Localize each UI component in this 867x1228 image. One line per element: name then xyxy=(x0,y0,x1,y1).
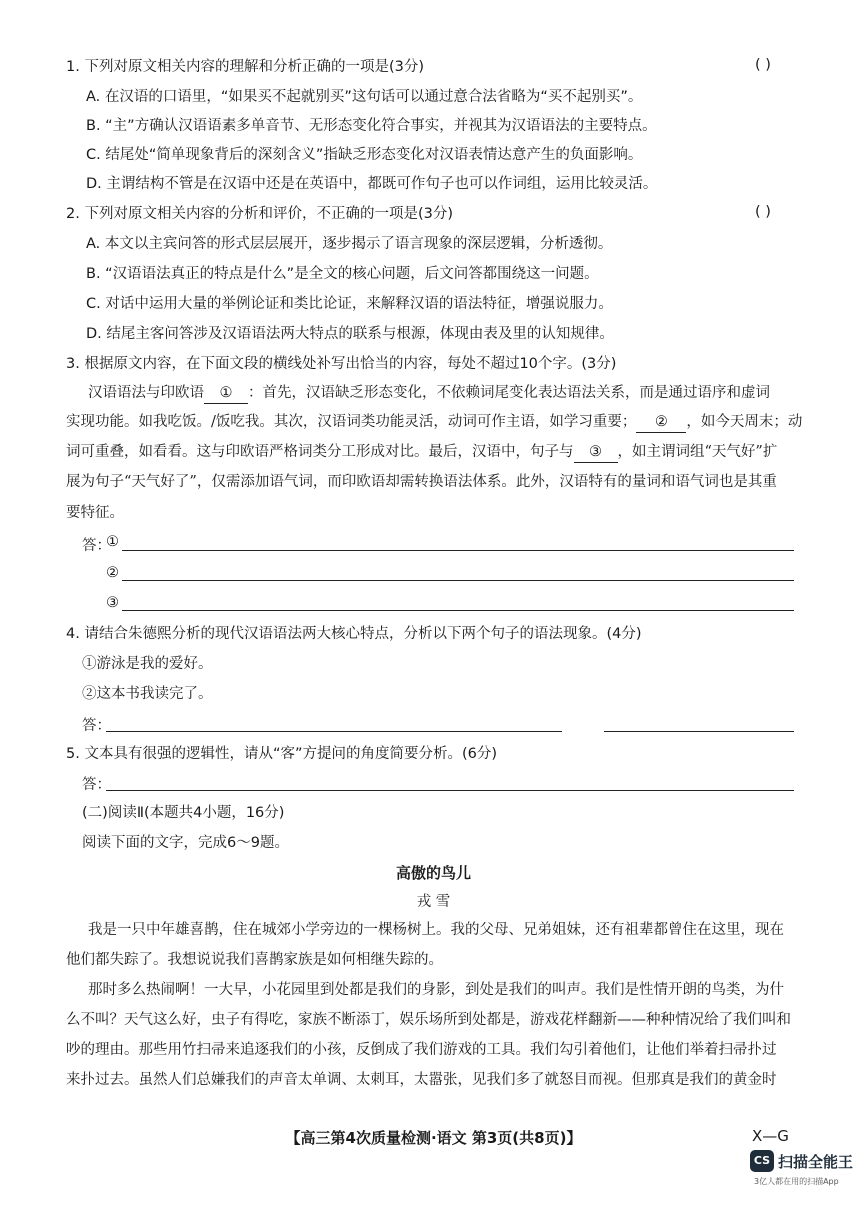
q3-answer-line-2[interactable] xyxy=(122,580,794,581)
passage-para2-line2: 么不叫？天气这么好，虫子有得吃，家族不断添丁，娱乐场所到处都是，游戏花样翻新——种种情况给了我们叫和 xyxy=(66,1012,791,1028)
page-footer: 【高三第4次质量检测·语文 第3页(共8页)】 xyxy=(285,1129,582,1147)
q1-answer-paren: ( ) xyxy=(755,57,771,73)
q3-passage-line-2: 实现功能。如我吃饭。/饭吃我。其次，汉语词类功能灵活，动词可作主语，如学习重要； ② ，如今天周末；动 xyxy=(66,412,802,433)
q3-answer-label: 答： xyxy=(82,538,111,554)
cs-logo-icon: CS xyxy=(750,1150,774,1172)
q3-answer-num-2: ② xyxy=(106,565,119,581)
q3-blank-1[interactable]: ① xyxy=(204,383,248,404)
q3-answer-line-1[interactable] xyxy=(122,550,794,551)
scanner-app-name: 扫描全能王 xyxy=(778,1153,854,1171)
q4-answer-label: 答： xyxy=(82,718,111,734)
passage-para2-line4: 来扑过去。虽然人们总嫌我们的声音太单调、太刺耳，太嚣张，见我们多了就怒目而视。但那真是我们的黄金时 xyxy=(66,1072,777,1088)
q2-option-c: C. 对话中运用大量的举例论证和类比论证，来解释汉语的语法特征，增强说服力。 xyxy=(86,296,613,312)
q4-stem: 4. 请结合朱德熙分析的现代汉语语法两大核心特点，分析以下两个句子的语法现象。(4分) xyxy=(66,626,642,642)
q4-sentence-1: ①游泳是我的爱好。 xyxy=(82,656,213,672)
q1-option-d: D. 主谓结构不管是在汉语中还是在英语中，都既可作句子也可以作词组，运用比较灵活。 xyxy=(86,176,658,192)
q3-blank-3[interactable]: ③ xyxy=(574,442,618,463)
paper-code: X—G xyxy=(752,1127,789,1145)
q4-answer-line-a[interactable] xyxy=(106,731,562,732)
q2-option-b: B. “汉语语法真正的特点是什么”是全文的核心问题，后文问答都围绕这一问题。 xyxy=(86,266,599,282)
q3-passage-line-3: 词可重叠，如看看。这与印欧语严格词类分工形成对比。最后，汉语中，句子与 ③ ，如主谓词组“天气好”扩 xyxy=(66,442,777,463)
q1-option-c: C. 结尾处“简单现象背后的深刻含义”指缺乏形态变化对汉语表情达意产生的负面影响。 xyxy=(86,147,643,163)
q2-option-d: D. 结尾主客问答涉及汉语语法两大特点的联系与根源，体现由表及里的认知规律。 xyxy=(86,326,614,342)
q3-answer-line-3[interactable] xyxy=(122,610,794,611)
q4-answer-line-b[interactable] xyxy=(604,731,794,732)
q2-answer-paren: ( ) xyxy=(755,204,771,220)
passage-para2-line1: 那时多么热闹啊！一大早，小花园里到处都是我们的身影，到处是我们的叫声。我们是性情开朗的鸟类，为什 xyxy=(88,982,784,998)
passage-para1-line2: 他们都失踪了。我想说说我们喜鹊家族是如何相继失踪的。 xyxy=(66,952,443,968)
q5-stem: 5. 文本具有很强的逻辑性，请从“客”方提问的角度简要分析。(6分) xyxy=(66,746,498,762)
q3-stem: 3. 根据原文内容，在下面文段的横线处补写出恰当的内容，每处不超过10个字。(3分) xyxy=(66,356,617,372)
q3-passage-line-5: 要特征。 xyxy=(66,505,124,521)
q2-option-a: A. 本文以主宾问答的形式层层展开，逐步揭示了语言现象的深层逻辑，分析透彻。 xyxy=(86,236,613,252)
passage-title: 高傲的鸟儿 xyxy=(395,864,471,882)
q3-blank-2[interactable]: ② xyxy=(636,412,686,433)
q5-answer-label: 答： xyxy=(82,777,111,793)
q5-answer-line[interactable] xyxy=(106,790,794,791)
q1-stem: 1. 下列对原文相关内容的理解和分析正确的一项是(3分) xyxy=(66,59,424,75)
q1-option-a: A. 在汉语的口语里，“如果买不起就别买”这句话可以通过意合法省略为“买不起别买”。 xyxy=(86,89,643,105)
q3-passage-line-1: 汉语语法与印欧语 ① ：首先，汉语缺乏形态变化，不依赖词尾变化表达语法关系，而是通过语序和虚词 xyxy=(88,383,770,404)
q2-stem: 2. 下列对原文相关内容的分析和评价，不正确的一项是(3分) xyxy=(66,206,453,222)
passage-para1-line1: 我是一只中年雄喜鹊，住在城郊小学旁边的一棵杨树上。我的父母、兄弟姐妹，还有祖辈都曾住在这里，现在 xyxy=(88,922,784,938)
section-heading: (二)阅读Ⅱ(本题共4小题，16分) xyxy=(82,805,285,821)
q3-answer-num-1: ① xyxy=(106,534,119,550)
q3-passage-line-4: 展为句子“天气好了”，仅需添加语气词，而印欧语却需转换语法体系。此外，汉语特有的量词和语气词也是其重 xyxy=(66,474,777,490)
section-instruction: 阅读下面的文字，完成6～9题。 xyxy=(82,835,289,851)
scanner-app-tagline: 3亿人都在用的扫描App xyxy=(754,1177,839,1186)
q4-sentence-2: ②这本书我读完了。 xyxy=(82,686,213,702)
passage-author: 戎 雪 xyxy=(416,894,451,910)
passage-para2-line3: 吵的理由。那些用竹扫帚来追逐我们的小孩，反倒成了我们游戏的工具。我们勾引着他们，让他们举着扫帚扑过 xyxy=(66,1042,777,1058)
q3-answer-num-3: ③ xyxy=(106,595,119,611)
q1-option-b: B. “主”方确认汉语语素多单音节、无形态变化符合事实，并视其为汉语语法的主要特点。 xyxy=(86,118,657,134)
